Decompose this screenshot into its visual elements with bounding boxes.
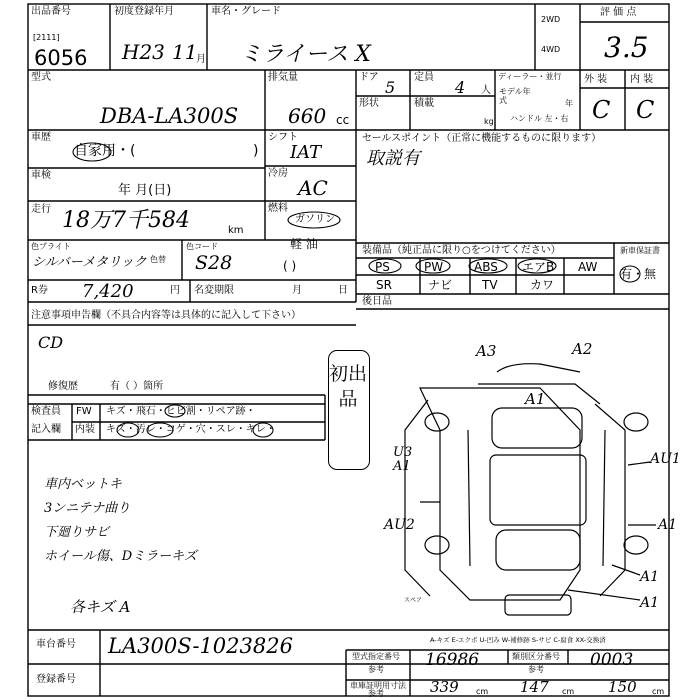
equip-aw: AW bbox=[578, 260, 598, 274]
recycle-value: 7,420 bbox=[82, 281, 134, 302]
equip-sr: SR bbox=[376, 278, 392, 292]
after-items-label: 後日品 bbox=[362, 296, 392, 307]
lot-code: [2111] bbox=[33, 33, 60, 42]
exterior-grade: C bbox=[592, 96, 611, 124]
chassis-label: 車台番号 bbox=[36, 639, 76, 650]
inspection-value: 年 月(日) bbox=[118, 183, 172, 198]
color-swap-label: 色替 bbox=[150, 255, 166, 264]
grade-value: 3.5 bbox=[604, 31, 649, 64]
width-unit: cm bbox=[562, 687, 575, 696]
first-sale-label: 初出品 bbox=[328, 363, 367, 410]
plate-label: 登録番号 bbox=[36, 674, 76, 685]
drive-4wd: 4WD bbox=[541, 45, 561, 54]
drive-2wd: 2WD bbox=[541, 15, 561, 24]
equip-leather: カワ bbox=[530, 278, 555, 292]
exterior-label: 外 装 bbox=[584, 74, 608, 85]
class-label: 類別区分番号 bbox=[512, 652, 560, 661]
fw-label: FW bbox=[76, 406, 92, 417]
capacity-label: 定員 bbox=[414, 72, 434, 83]
grade-label: 評 価 点 bbox=[600, 7, 637, 18]
dealer-label: ディーラー・並行 bbox=[498, 72, 562, 81]
year-unit: 年 bbox=[565, 99, 573, 108]
type-value: DBA-LA300S bbox=[100, 104, 239, 128]
interior-check-items: キズ・汚レ・コゲ・穴・スレ・キレ・ bbox=[106, 424, 276, 435]
doors-value: 5 bbox=[385, 78, 396, 97]
handwritten-note-3: 下廻りサビ bbox=[44, 525, 110, 540]
height-unit: cm bbox=[652, 687, 665, 696]
recycle-unit: 円 bbox=[170, 285, 180, 296]
equip-navi: ナビ bbox=[428, 278, 453, 292]
displacement-label: 排気量 bbox=[268, 72, 298, 83]
caution-value: CD bbox=[38, 333, 64, 352]
displacement-value: 660 bbox=[288, 104, 327, 128]
damage-mark-au2: AU2 bbox=[384, 517, 415, 533]
damage-mark-a2: A2 bbox=[572, 340, 593, 358]
first-registration-label: 初度登録年月 bbox=[114, 6, 174, 17]
damage-mark-rear: A1 bbox=[640, 595, 660, 611]
history-close-paren: ) bbox=[253, 143, 259, 159]
chassis-value: LA300S-1023826 bbox=[108, 634, 293, 658]
repair-history-label: 修復歴 bbox=[48, 381, 78, 392]
fuel-diesel: 軽 油 bbox=[290, 237, 318, 251]
mileage-label: 走行 bbox=[31, 204, 51, 215]
model-grade-label: 車名・グレード bbox=[211, 6, 281, 17]
class-ref: 参考 bbox=[528, 665, 544, 674]
mileage-value: 18万7千584 bbox=[62, 208, 190, 233]
dims-label: 車庫証明用寸法 bbox=[350, 681, 406, 690]
first-registration-month: 11 bbox=[172, 40, 198, 64]
shift-value: IAT bbox=[290, 142, 322, 163]
reg-limit-label: 名変期限 bbox=[194, 285, 234, 296]
handwritten-note-2: 3ンニテナ曲り bbox=[44, 501, 131, 516]
equip-abs: ABS bbox=[474, 260, 498, 274]
damage-mark-left-front: U3 A1 bbox=[393, 445, 413, 475]
interior-check-label: 内装 bbox=[75, 424, 95, 435]
caution-label: 注意事項申告欄（不具合内容等は具体的に記入して下さい） bbox=[31, 310, 301, 321]
entry-label: 記入欄 bbox=[31, 424, 61, 435]
fuel-gasoline: ガソリン bbox=[295, 214, 335, 225]
type-label: 型式 bbox=[31, 72, 51, 83]
inspection-label: 車検 bbox=[31, 170, 51, 181]
handwritten-note-1: 車内ベットキ bbox=[44, 477, 123, 492]
handle-label: ハンドル 左・右 bbox=[510, 114, 569, 123]
mileage-unit: km bbox=[228, 225, 244, 236]
dims-ref: 参考 bbox=[368, 689, 384, 698]
repair-history-value: 有（ ）箇所 bbox=[110, 381, 164, 392]
damage-mark-rear-corner: A1 bbox=[640, 569, 660, 585]
capacity-unit: 人 bbox=[481, 85, 491, 96]
model-year-label: モデル年式 bbox=[499, 87, 531, 105]
first-registration-era: H23 bbox=[122, 40, 165, 64]
damage-mark-a3: A3 bbox=[476, 342, 497, 360]
reg-limit-month: 月 bbox=[292, 285, 302, 296]
warranty-label: 新車保証書 bbox=[620, 246, 660, 255]
class-value: 0003 bbox=[590, 650, 634, 670]
lot-number: 6056 bbox=[34, 46, 88, 70]
displacement-unit: cc bbox=[336, 113, 350, 127]
color-value: シルバーメタリック bbox=[32, 255, 147, 270]
interior-label: 内 装 bbox=[630, 74, 654, 85]
color-label: 色プライト bbox=[31, 242, 71, 251]
sales-point-label: セールスポイント（正常に機能するものに限ります） bbox=[362, 133, 602, 144]
spare-label: スペア bbox=[404, 597, 423, 604]
inspector-label: 検査員 bbox=[31, 406, 61, 417]
history-value: 自家用・( bbox=[74, 143, 136, 159]
damage-mark-au1: AU1 bbox=[650, 451, 681, 467]
damage-mark-right-rear: A1 bbox=[658, 517, 678, 533]
height-value: 150 bbox=[608, 678, 637, 696]
equip-ps: PS bbox=[375, 260, 390, 274]
load-label: 積載 bbox=[414, 98, 434, 109]
equip-pw: PW bbox=[424, 260, 444, 274]
history-label: 車歴 bbox=[31, 132, 51, 143]
shift-label: シフト bbox=[268, 132, 298, 143]
model-grade-value: ミライース X bbox=[240, 42, 371, 67]
handwritten-note-5: 各キズ A bbox=[70, 598, 131, 616]
shape-label: 形状 bbox=[359, 98, 379, 109]
doors-label: ドア bbox=[359, 72, 379, 83]
load-unit: kg bbox=[484, 117, 494, 126]
sales-point-value: 取説有 bbox=[366, 148, 420, 169]
recycle-label: R券 bbox=[31, 285, 48, 296]
reg-limit-day: 日 bbox=[338, 285, 348, 296]
fuel-label: 燃料 bbox=[268, 203, 288, 214]
model-spec-ref: 参考 bbox=[368, 665, 384, 674]
width-value: 147 bbox=[520, 678, 549, 696]
equip-airbag: エアB bbox=[522, 260, 555, 274]
lot-number-label: 出品番号 bbox=[31, 6, 71, 17]
damage-mark-roof: A1 bbox=[525, 390, 546, 408]
equipment-label: 装備品（純正品に限り○をつけてください） bbox=[362, 245, 561, 256]
model-spec-label: 型式指定番号 bbox=[352, 652, 400, 661]
color-code-value: S28 bbox=[195, 252, 233, 274]
ac-value: AC bbox=[298, 176, 328, 200]
month-unit: 月 bbox=[196, 54, 206, 65]
warranty-value: 有・無 bbox=[620, 267, 657, 281]
model-spec-value: 16986 bbox=[425, 650, 480, 670]
interior-grade: C bbox=[636, 96, 655, 124]
fuel-other: ( ) bbox=[283, 259, 297, 273]
damage-legend: A-キズ E-エクボ U-凹み W-補修跡 S-サビ C-腐食 XX-交換済 bbox=[430, 636, 606, 644]
equip-tv: TV bbox=[482, 278, 498, 292]
length-value: 339 bbox=[430, 678, 459, 696]
ac-label: 冷房 bbox=[268, 168, 288, 179]
exterior-check-items: キズ・飛石・ヒビ割・リペア跡・ bbox=[106, 406, 256, 417]
color-code-label: 色コード bbox=[186, 242, 218, 251]
length-unit: cm bbox=[476, 687, 489, 696]
handwritten-note-4: ホイール傷、Dミラーキズ bbox=[44, 549, 197, 564]
capacity-value: 4 bbox=[455, 78, 466, 97]
